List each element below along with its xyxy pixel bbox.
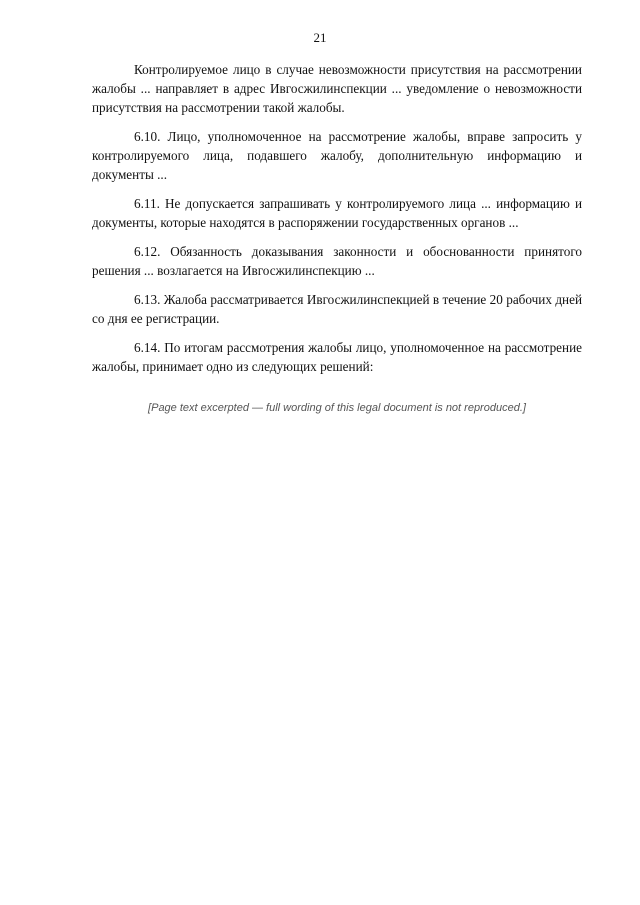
paragraph: 6.12. Обязанность доказывания законности и обоснованности принятого решения ... возлагается на Ивгосжилинспекцию ... bbox=[92, 244, 582, 278]
excerpt-note: [Page text excerpted — full wording of this legal document is not reproduced.] bbox=[148, 402, 526, 414]
paragraph: 6.11. Не допускается запрашивать у контролируемого лица ... информацию и документы, которые находятся в распоряжении государственных органов ... bbox=[92, 196, 582, 230]
paragraph: 6.10. Лицо, уполномоченное на рассмотрение жалобы, вправе запросить у контролируемого лица, подавшего жалобу, дополнительную информацию и документы ... bbox=[92, 129, 582, 182]
paragraph: 6.14. По итогам рассмотрения жалобы лицо, уполномоченное на рассмотрение жалобы, принимает одно из следующих решений: bbox=[92, 340, 582, 374]
paragraph: Контролируемое лицо в случае невозможности присутствия на рассмотрении жалобы ... направляет в адрес Ивгосжилинспекции ... уведомление о невозможности присутствия на рассмотрении такой жалобы. bbox=[92, 62, 582, 115]
page-body bbox=[92, 60, 582, 416]
page-number: 21 bbox=[313, 30, 327, 45]
paragraph: 6.13. Жалоба рассматривается Ивгосжилинспекцией в течение 20 рабочих дней со дня ее регистрации. bbox=[92, 292, 582, 326]
